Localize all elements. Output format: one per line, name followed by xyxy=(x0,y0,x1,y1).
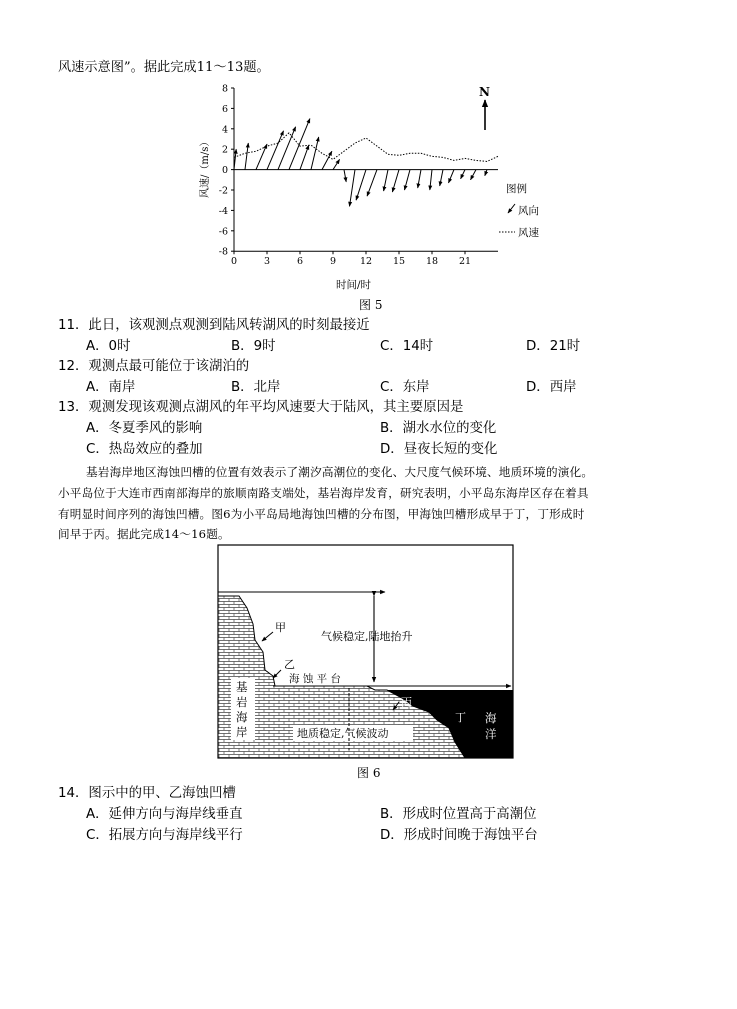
question-14-option-b[interactable]: B．形成时位置高于高潮位 xyxy=(380,807,537,822)
legend-wind-dir-label: 风向 xyxy=(518,205,539,217)
passage-line-1: 基岩海岸地区海蚀凹槽的位置有效表示了潮汐高潮位的变化、大尺度气候环境、地质环境的演化。 xyxy=(86,465,594,479)
wind-direction-arrow xyxy=(405,170,411,190)
wind-direction-arrow xyxy=(278,127,296,170)
figure5-caption: 图 5 xyxy=(359,298,383,312)
y-tick-label: 4 xyxy=(221,124,228,136)
wind-direction-arrow xyxy=(384,170,388,191)
label-yi: 乙 xyxy=(284,658,295,671)
label-coast-2: 岩 xyxy=(236,695,248,709)
wind-direction-arrow xyxy=(267,131,284,170)
wind-direction-arrow xyxy=(256,144,267,170)
question-13-option-d[interactable]: D．昼夜长短的变化 xyxy=(380,442,498,457)
x-tick-label: 15 xyxy=(392,256,406,268)
question-13-stem: 13．观测发现该观测点湖风的年平均风速要大于陆风，其主要原因是 xyxy=(58,400,464,415)
label-jia: 甲 xyxy=(275,621,286,634)
label-bing: 丙 xyxy=(401,696,412,709)
wind-direction-arrow xyxy=(418,170,421,188)
label-coast-1: 基 xyxy=(236,680,248,694)
legend-wind-speed-label: 风速 xyxy=(518,227,539,239)
wind-direction-arrow xyxy=(356,170,366,201)
y-tick-label: 8 xyxy=(221,83,228,95)
label-sea-platform: 海 蚀 平 台 xyxy=(289,673,342,685)
x-axis-title: 时间/时 xyxy=(336,279,372,291)
legend-title: 图例 xyxy=(506,183,527,195)
north-label: N xyxy=(479,85,490,99)
question-11-option-d[interactable]: D．21时 xyxy=(526,339,581,354)
question-12-stem: 12．观测点最可能位于该湖泊的 xyxy=(58,359,250,374)
question-11-option-b[interactable]: B．9时 xyxy=(231,339,276,354)
x-tick-label: 3 xyxy=(263,256,271,268)
question-12-option-b[interactable]: B．北岸 xyxy=(231,380,281,395)
question-12-option-c[interactable]: C．东岸 xyxy=(380,380,430,395)
x-tick-label: 18 xyxy=(425,256,439,268)
passage-line-2: 小平岛位于大连市西南部海岸的旅顺南路支端处，基岩海岸发育，研究表明，小平岛东海岸区存在着具 xyxy=(58,486,589,500)
wind-speed-line xyxy=(234,133,498,162)
wind-direction-arrow xyxy=(392,170,399,192)
figure6-caption: 图 6 xyxy=(357,766,381,780)
label-climate-uplift: 气候稳定,陆地抬升 xyxy=(321,630,413,643)
question-12-option-d[interactable]: D．西岸 xyxy=(526,380,577,395)
legend-wind-arrow-icon xyxy=(508,204,515,213)
sea-notch-diagram xyxy=(217,544,515,760)
question-13-option-b[interactable]: B．湖水水位的变化 xyxy=(380,421,497,436)
y-tick-label: -8 xyxy=(218,246,228,258)
wind-direction-arrow xyxy=(367,170,377,197)
wind-direction-arrow xyxy=(245,143,248,170)
passage-line-3: 有明显时间序列的海蚀凹槽。图6为小平岛局地海蚀凹槽的分布图，甲海蚀凹槽形成早于丁，丁形成时 xyxy=(58,507,585,521)
question-14-option-a[interactable]: A．延伸方向与海岸线垂直 xyxy=(86,807,243,822)
wind-direction-arrow xyxy=(461,170,465,179)
label-coast-3: 海 xyxy=(236,710,248,724)
x-tick-label: 9 xyxy=(329,256,337,268)
y-tick-label: 6 xyxy=(221,103,228,115)
wind-direction-arrow xyxy=(333,159,340,169)
label-ocean-2: 洋 xyxy=(485,727,497,741)
label-coast-4: 岸 xyxy=(236,725,248,739)
y-axis-title: 风速/（m/s） xyxy=(200,136,211,198)
question-14-stem: 14．图示中的甲、乙海蚀凹槽 xyxy=(58,786,236,801)
wind-direction-arrow xyxy=(344,170,346,182)
wind-chart xyxy=(190,80,550,295)
x-tick-label: 12 xyxy=(359,256,373,268)
question-13-option-a[interactable]: A．冬夏季风的影响 xyxy=(86,421,203,436)
question-12-option-a[interactable]: A．南岸 xyxy=(86,380,136,395)
x-tick-label: 21 xyxy=(458,256,472,268)
y-tick-label: -6 xyxy=(218,226,228,238)
wind-direction-arrow xyxy=(300,145,309,169)
wind-direction-arrow xyxy=(471,170,477,180)
wind-direction-arrow xyxy=(289,119,310,170)
x-tick-label: 6 xyxy=(296,256,304,268)
label-geology-stable: 地质稳定,气候波动 xyxy=(297,727,389,740)
question-11-option-a[interactable]: A．0时 xyxy=(86,339,131,354)
y-tick-label: -4 xyxy=(218,205,228,217)
question-13-option-c[interactable]: C．热岛效应的叠加 xyxy=(86,442,203,457)
passage-line-4: 间早于丙。据此完成14～16题。 xyxy=(58,527,230,541)
wind-direction-arrow xyxy=(440,170,443,186)
wind-direction-arrow xyxy=(485,170,487,176)
y-tick-label: -2 xyxy=(218,185,228,197)
x-tick-label: 0 xyxy=(230,256,238,268)
question-14-option-c[interactable]: C．拓展方向与海岸线平行 xyxy=(86,828,243,843)
wind-direction-arrow xyxy=(449,170,455,183)
intro-line: 风速示意图”。据此完成11～13题。 xyxy=(58,60,270,75)
y-tick-label: 0 xyxy=(221,165,228,177)
wind-direction-arrow xyxy=(430,170,432,190)
wind-direction-arrow xyxy=(311,137,319,170)
label-ding: 丁 xyxy=(455,711,466,724)
label-ocean-1: 海 xyxy=(485,711,497,725)
question-14-option-d[interactable]: D．形成时间晚于海蚀平台 xyxy=(380,828,538,843)
wind-direction-arrow xyxy=(350,170,356,207)
question-11-option-c[interactable]: C．14时 xyxy=(380,339,434,354)
question-11-stem: 11．此日，该观测点观测到陆风转湖风的时刻最接近 xyxy=(58,318,370,333)
y-tick-label: 2 xyxy=(221,144,228,156)
